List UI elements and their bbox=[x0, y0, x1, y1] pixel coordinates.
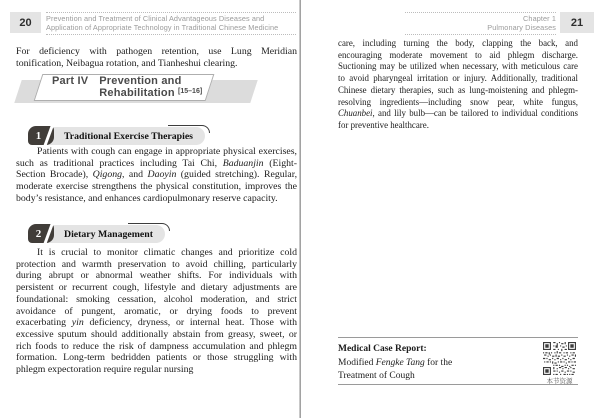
section-1-number-badge: 1 bbox=[28, 126, 54, 145]
left-page-number-badge: 20 bbox=[10, 12, 41, 33]
medical-case-report-box bbox=[338, 337, 578, 385]
running-title-line-1: Prevention and Treatment of Clinical Advantageous Diseases and bbox=[46, 14, 265, 23]
part-reference-superscript: [15–16] bbox=[178, 88, 203, 96]
continuation-paragraph: care, including turning the body, clapping the back, and encouraging moderate movement to aid phlegm discharge. Suctioning may be utilized when necessary, with meticulous care to avoid pharyngeal irritation or injury. Additionally, traditional Chinese dietary therapies, such as lung-moistening and phlegm-resolving ingredients—including snow pear, white fungus, Chuanbei, and lily bulb—can be tailored to individual conditions for preventive healthcare. bbox=[338, 38, 578, 130]
section-2-number-badge: 2 bbox=[28, 224, 54, 243]
case-report-line-2: Modified Fengke Tang for the bbox=[338, 357, 453, 368]
part-title bbox=[99, 76, 202, 100]
left-running-title bbox=[46, 12, 296, 35]
part-label: Part IV bbox=[52, 75, 89, 87]
section-2-paragraph: It is crucial to monitor climatic changes and prioritize cold protection and warmth preservation to avoid chilling, particularly during abrupt or abnormal weather shifts. For individuals with persistent or recurrent cough, lifestyle and dietary adjustments are foundational: smoking cessation, alcohol moderation, and strict avoidance of pungent, aromatic, or drying foods to prevent exacerbating yin deficiency, dryness, or internal heat. Those with excessive sputum should additionally abstain from greasy, sweet, or rich foods to reduce the risk of dampness accumulation and phlegm formation. Long-term bedridden patients or those struggling with phlegm expectoration require regular nursing bbox=[16, 247, 297, 376]
section-1-title-pill bbox=[40, 127, 205, 145]
section-2-title: Dietary Management bbox=[64, 228, 153, 240]
case-report-line-3: Treatment of Cough bbox=[338, 371, 415, 381]
section-1-title: Traditional Exercise Therapies bbox=[64, 130, 193, 142]
part-banner bbox=[0, 74, 300, 114]
section-title-arc-decoration bbox=[128, 223, 170, 231]
section-2-title-pill bbox=[40, 225, 165, 243]
intro-paragraph: For deficiency with pathogen retention, use Lung Meridian tonification, Neibagua rotation, and Tianheshui clearing. bbox=[16, 46, 297, 69]
qr-caption: 本节资源 bbox=[546, 378, 573, 385]
qr-code bbox=[543, 342, 576, 375]
section-title-arc-decoration bbox=[168, 125, 210, 133]
section-1-paragraph: Patients with cough can engage in appropriate physical exercises, such as traditional practices including Tai Chi, Baduanjin (Eight-Section Brocade), Qigong, and Daoyin (guided stretching). Regular, moderate exercise strengthens the physical constitution, improves the body’s resistance, and enhances cardiopulmonary reserve capacity. bbox=[16, 146, 298, 204]
right-page-number-badge: 21 bbox=[560, 12, 594, 33]
case-report-title: Medical Case Report: bbox=[338, 344, 427, 354]
right-running-title bbox=[405, 12, 556, 35]
chapter-label-line-1: Chapter 1 bbox=[523, 14, 556, 23]
page-gutter-divider bbox=[299, 0, 301, 418]
running-title-line-2: Application of Appropriate Technology in Traditional Chinese Medicine bbox=[46, 22, 279, 32]
part-title-line-2: Rehabilitation bbox=[99, 86, 175, 99]
part-heading bbox=[52, 76, 202, 100]
part-title-line-1: Prevention and bbox=[99, 75, 182, 87]
chapter-label-line-2: Pulmonary Diseases bbox=[487, 22, 556, 32]
